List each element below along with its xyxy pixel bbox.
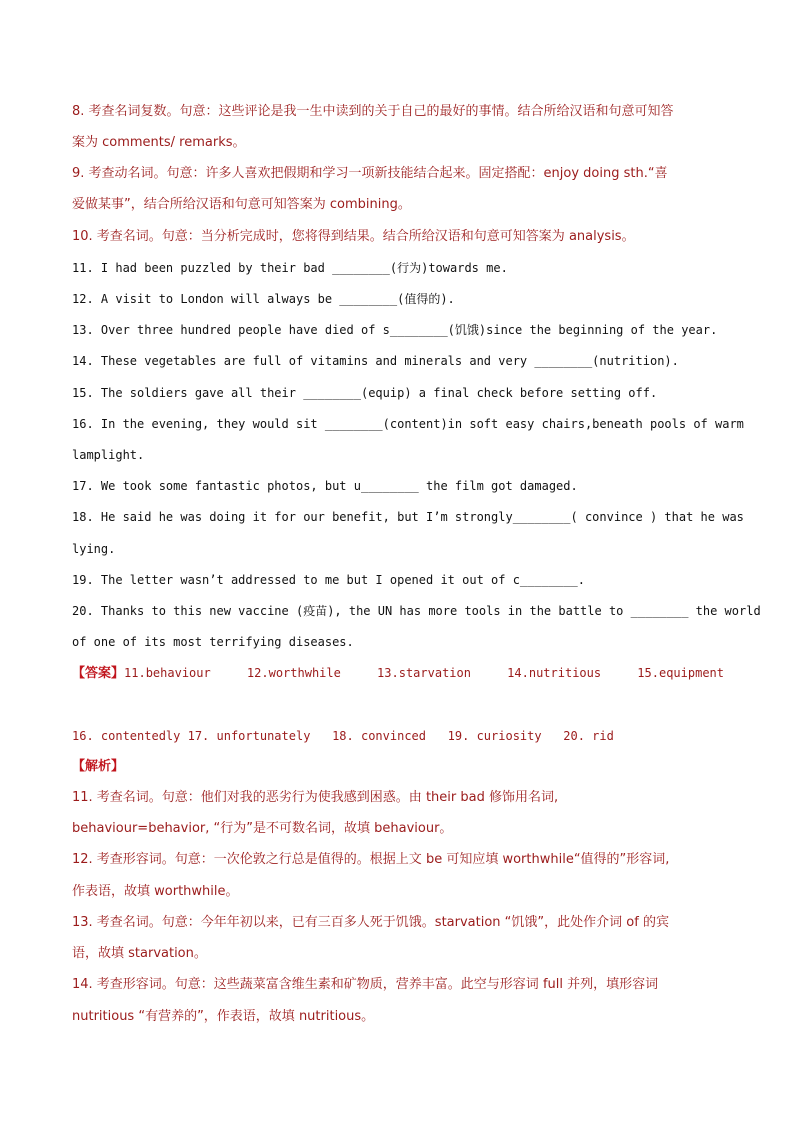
question-11: 11. I had been puzzled by their bad ________(行为)towards me. bbox=[72, 261, 508, 275]
analysis-label: 【解析】 bbox=[72, 759, 125, 774]
analysis-11-line2: behaviour=behavior, “行为”是不可数名词，故填 behaviour。 bbox=[72, 821, 453, 836]
analysis-item-9-line2: 爱做某事”，结合所给汉语和句意可知答案为 combining。 bbox=[72, 197, 411, 212]
analysis-14-line2: nutritious “有营养的”，作表语，故填 nutritious。 bbox=[72, 1009, 375, 1024]
question-17: 17. We took some fantastic photos, but u________ the film got damaged. bbox=[72, 479, 578, 493]
question-15: 15. The soldiers gave all their ________(equip) a final check before setting off. bbox=[72, 386, 658, 400]
answer-11: 11.behaviour bbox=[124, 666, 211, 680]
question-18-line2: lying. bbox=[72, 542, 116, 556]
analysis-11-line1: 11. 考查名词。句意：他们对我的恶劣行为使我感到困惑。由 their bad 修饰用名词, bbox=[72, 790, 559, 805]
analysis-14-line1: 14. 考查形容词。句意：这些蔬菜富含维生素和矿物质，营养丰富。此空与形容词 full 并列，填形容词 bbox=[72, 977, 659, 992]
analysis-12-line2: 作表语，故填 worthwhile。 bbox=[72, 884, 239, 899]
answer-12: 12.worthwhile bbox=[246, 666, 341, 680]
analysis-item-8-line1: 8. 考查名词复数。句意：这些评论是我一生中读到的关于自己的最好的事情。结合所给汉语和句意可知答 bbox=[72, 104, 674, 119]
analysis-12-line1: 12. 考查形容词。句意：一次伦敦之行总是值得的。根据上文 be 可知应填 worthwhile“值得的”形容词, bbox=[72, 852, 670, 867]
question-14: 14. These vegetables are full of vitamins and minerals and very ________(nutrition). bbox=[72, 354, 679, 368]
answer-row-2: 16. contentedly 17. unfortunately 18. convinced 19. curiosity 20. rid bbox=[72, 729, 614, 743]
question-19: 19. The letter wasn’t addressed to me but I opened it out of c________. bbox=[72, 573, 585, 587]
question-18-line1: 18. He said he was doing it for our benefit, but I’m strongly________( convince ) that he was bbox=[72, 510, 744, 524]
question-20-line2: of one of its most terrifying diseases. bbox=[72, 635, 354, 649]
analysis-item-8-line2: 案为 comments/ remarks。 bbox=[72, 135, 246, 150]
answer-row-1 bbox=[72, 665, 724, 682]
answer-13: 13.starvation bbox=[377, 666, 471, 680]
question-13: 13. Over three hundred people have died of s________(饥饿)since the beginning of the year. bbox=[72, 323, 718, 337]
answer-14: 14.nutritious bbox=[507, 666, 602, 680]
question-16-line2: lamplight. bbox=[72, 448, 145, 462]
analysis-item-10: 10. 考查名词。句意：当分析完成时，您将得到结果。结合所给汉语和句意可知答案为 analysis。 bbox=[72, 229, 635, 244]
question-16-line1: 16. In the evening, they would sit ________(content)in soft easy chairs,beneath pools of warm bbox=[72, 417, 744, 431]
question-20-line1: 20. Thanks to this new vaccine (疫苗), the UN has more tools in the battle to ________ the world bbox=[72, 604, 761, 618]
answer-label: 【答案】 bbox=[72, 666, 125, 681]
analysis-13-line1: 13. 考查名词。句意：今年年初以来，已有三百多人死于饥饿。starvation “饥饿”，此处作介词 of 的宾 bbox=[72, 915, 669, 930]
analysis-item-9-line1: 9. 考查动名词。句意：许多人喜欢把假期和学习一项新技能结合起来。固定搭配：enjoy doing sth.“喜 bbox=[72, 166, 668, 181]
question-12: 12. A visit to London will always be ________(值得的). bbox=[72, 292, 455, 306]
answer-15: 15.equipment bbox=[637, 666, 724, 680]
analysis-13-line2: 语，故填 starvation。 bbox=[72, 946, 207, 961]
